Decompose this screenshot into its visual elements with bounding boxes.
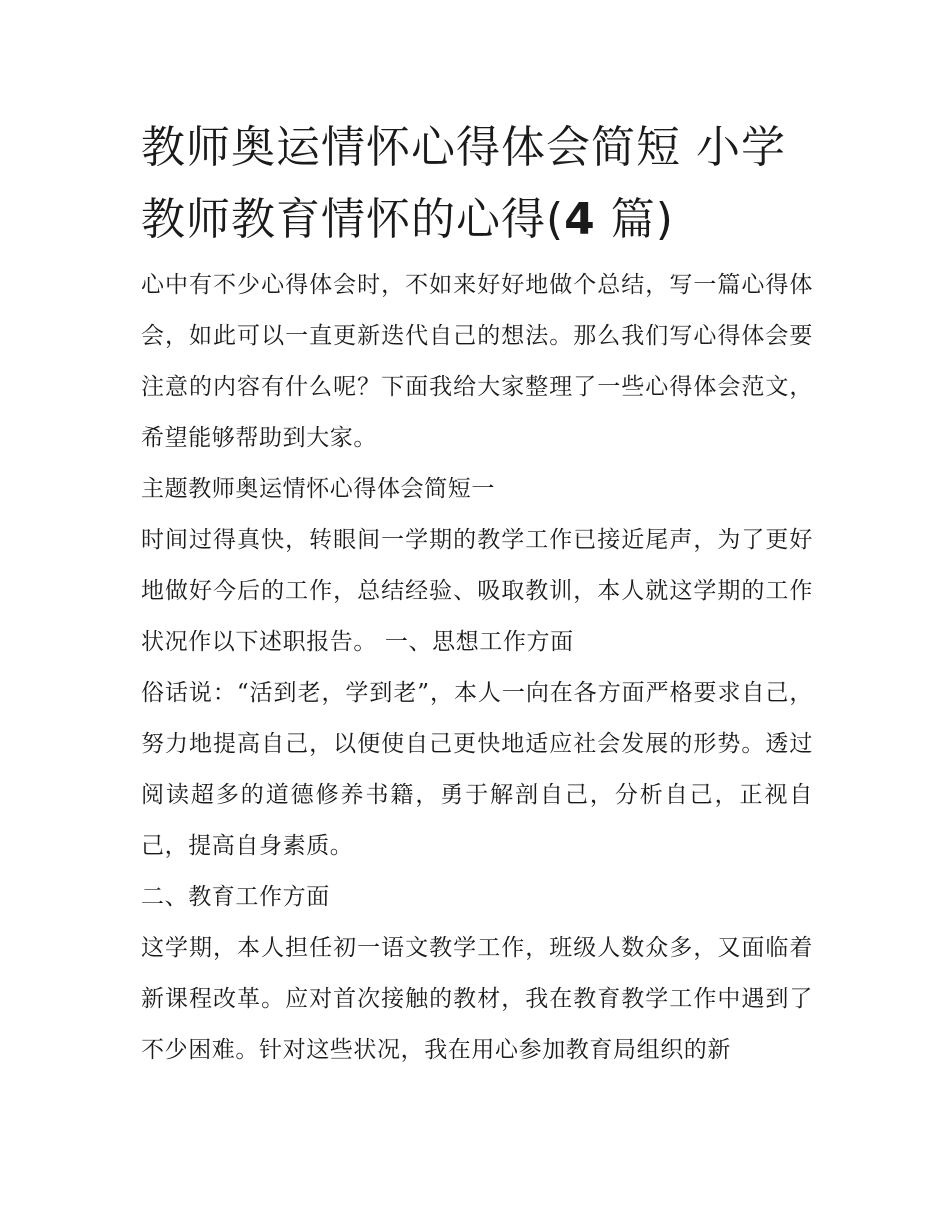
paragraph-subtitle: 主题教师奥运情怀心得体会简短一	[141, 476, 495, 502]
title-text-1: 教师奥运情怀心得体会简短 小学教师教育情怀的心得(	[141, 122, 786, 245]
paragraph-teaching-work: 这学期，本人担任初一语文教学工作，班级人数众多，又面临着新课程改革。应对首次接触的教材，我在教育教学工作中遇到了不少困难。针对这些状况，我在用心参加教育局组织的新	[141, 935, 813, 1063]
title-text-2: 篇)	[595, 194, 674, 245]
title-number: 4	[564, 194, 596, 245]
paragraph-thought-work: 俗话说：“活到老，学到老”，本人一向在各方面严格要求自己，努力地提高自己，以便使自己更快地适应社会发展的形势。透过阅读超多的道德修养书籍，勇于解剖自己，分析自己，正视自己，提高自身素质。	[141, 680, 813, 859]
document-page	[141, 112, 813, 1076]
document-title	[141, 112, 813, 256]
paragraph-report-intro: 时间过得真快，转眼间一学期的教学工作已接近尾声，为了更好地做好今后的工作，总结经验、吸取教训，本人就这学期的工作状况作以下述职报告。 一、思想工作方面	[141, 527, 813, 655]
paragraph-intro: 心中有不少心得体会时，不如来好好地做个总结，写一篇心得体会，如此可以一直更新迭代自己的想法。那么我们写心得体会要注意的内容有什么呢？下面我给大家整理了一些心得体会范文，希望能够帮助到大家。	[141, 272, 813, 451]
paragraph-section-heading: 二、教育工作方面	[141, 884, 330, 910]
